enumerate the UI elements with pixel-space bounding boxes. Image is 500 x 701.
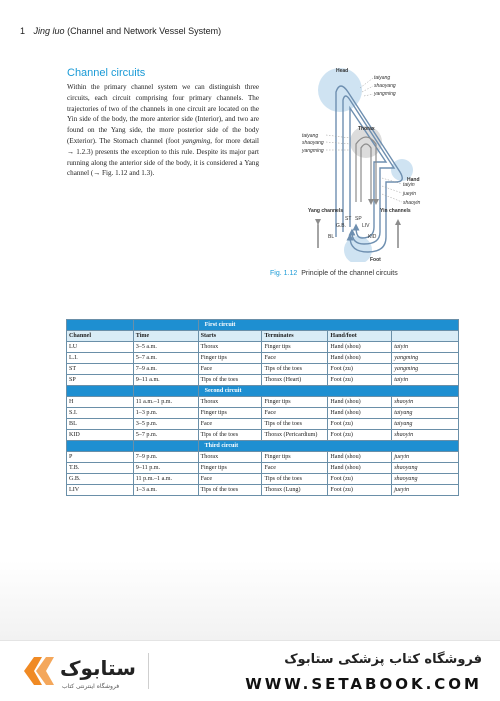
cell-channel: LU <box>67 342 134 353</box>
label-shaoyang-left: shaoyang <box>302 140 324 146</box>
figure-caption <box>270 270 398 277</box>
cell-channel: ST <box>67 364 134 375</box>
cell-hand-foot: Foot (zu) <box>328 419 392 430</box>
cell-time: 1–3 a.m. <box>133 485 198 496</box>
label-kid: KID <box>368 234 377 240</box>
cell-time: 11 a.m.–1 p.m. <box>133 397 198 408</box>
cell-starts: Face <box>198 419 262 430</box>
cell-pair: yangming <box>392 353 459 364</box>
table-row <box>67 430 459 441</box>
cell-hand-foot: Foot (zu) <box>328 364 392 375</box>
label-bl: BL <box>328 234 335 240</box>
cell-starts: Tips of the toes <box>198 375 262 386</box>
column-header: Starts <box>198 331 262 342</box>
label-shaoyin: shaoyin <box>403 200 421 206</box>
label-yangming-top: yangming <box>374 91 396 97</box>
cell-starts: Thorax <box>198 452 262 463</box>
head-circle <box>318 68 362 112</box>
cell-hand-foot: Hand (shou) <box>328 463 392 474</box>
running-header <box>20 26 221 36</box>
column-header: Time <box>133 331 198 342</box>
paragraph-part-1: Within the primary channel system we can distinguish three circuits, each circuit comprising four primary channels. The trajectories of two of the channels in one circuit are located on the Yin side of the body, the more anterior side (Interior), and two are found on the Yang side, the more posterior side of the body (Exterior). The Stomach channel (foot <box>67 83 259 145</box>
cell-terminates: Thorax (Pericardium) <box>262 430 328 441</box>
label-yangming-left: yangming <box>302 148 324 154</box>
table-row <box>67 474 459 485</box>
cell-time: 9–11 a.m. <box>133 375 198 386</box>
cell-time: 11 p.m.–1 a.m. <box>133 474 198 485</box>
svg-text:ستابوک: ستابوک <box>60 656 136 680</box>
cell-hand-foot: Hand (shou) <box>328 408 392 419</box>
cell-pair: jueyin <box>392 485 459 496</box>
label-liv: LIV <box>362 223 370 229</box>
table-row <box>67 364 459 375</box>
column-header: Channel <box>67 331 134 342</box>
cell-hand-foot: Hand (shou) <box>328 452 392 463</box>
cell-channel: KID <box>67 430 134 441</box>
cell-pair: shaoyang <box>392 474 459 485</box>
cell-starts: Tips of the toes <box>198 485 262 496</box>
cell-starts: Thorax <box>198 397 262 408</box>
cell-channel: G.B. <box>67 474 134 485</box>
circuit-header-row <box>67 386 459 397</box>
banner-divider <box>148 653 149 689</box>
figure-caption-text: Principle of the channel circuits <box>301 270 398 277</box>
circuit-header-row <box>67 320 459 331</box>
table-row <box>67 353 459 364</box>
cell-time: 5–7 a.m. <box>133 353 198 364</box>
circuit-name: First circuit <box>198 320 458 331</box>
cell-hand-foot: Hand (shou) <box>328 342 392 353</box>
cell-hand-foot: Foot (zu) <box>328 474 392 485</box>
paragraph-term: yangming <box>182 136 211 145</box>
label-sp: SP <box>355 216 362 222</box>
label-taiyang-left: taiyang <box>302 133 319 139</box>
cell-channel: S.I. <box>67 408 134 419</box>
circuit-name: Second circuit <box>198 386 458 397</box>
table-row <box>67 397 459 408</box>
cell-terminates: Face <box>262 463 328 474</box>
column-header: Terminates <box>262 331 328 342</box>
section-title: Channel circuits <box>67 67 146 79</box>
label-thorax: Thorax <box>358 126 375 132</box>
page-bottom-shade <box>0 560 500 640</box>
cell-terminates: Tips of the toes <box>262 419 328 430</box>
label-taiyin: taiyin <box>403 182 415 188</box>
column-header-row <box>67 331 459 342</box>
cell-starts: Finger tips <box>198 463 262 474</box>
cell-terminates: Tips of the toes <box>262 364 328 375</box>
cell-pair: taiyang <box>392 419 459 430</box>
cell-hand-foot: Hand (shou) <box>328 397 392 408</box>
label-taiyang-top: taiyang <box>374 75 391 81</box>
label-st: ST <box>345 216 352 222</box>
page-number: 1 <box>20 26 26 36</box>
header-title-italic: Jing luo <box>33 26 65 36</box>
header-title: (Channel and Network Vessel System) <box>67 26 222 36</box>
cell-hand-foot: Foot (zu) <box>328 375 392 386</box>
table-row <box>67 485 459 496</box>
cell-starts: Face <box>198 364 262 375</box>
cell-pair: jueyin <box>392 452 459 463</box>
label-yang-channels: Yang channels <box>308 208 344 214</box>
cell-terminates: Finger tips <box>262 452 328 463</box>
label-yin-channels: Yin channels <box>380 208 411 214</box>
column-header <box>392 331 459 342</box>
body-paragraph <box>67 82 259 179</box>
label-shaoyang-top: shaoyang <box>374 83 396 89</box>
setabook-logo <box>20 649 140 693</box>
cell-channel: SP <box>67 375 134 386</box>
table-row <box>67 342 459 353</box>
cell-time: 7–9 a.m. <box>133 364 198 375</box>
label-foot: Foot <box>370 257 381 262</box>
channel-circuit-diagram <box>298 62 438 262</box>
cell-pair: taiyin <box>392 375 459 386</box>
cell-channel: H <box>67 397 134 408</box>
cell-terminates: Thorax (Heart) <box>262 375 328 386</box>
column-header: Hand/foot <box>328 331 392 342</box>
cell-channel: L.I. <box>67 353 134 364</box>
cell-terminates: Thorax (Lung) <box>262 485 328 496</box>
cell-terminates: Finger tips <box>262 342 328 353</box>
cell-channel: P <box>67 452 134 463</box>
cell-pair: yangming <box>392 364 459 375</box>
cell-starts: Finger tips <box>198 408 262 419</box>
channel-circuit-table <box>66 319 459 496</box>
cell-starts: Face <box>198 474 262 485</box>
cell-starts: Thorax <box>198 342 262 353</box>
cell-starts: Tips of the toes <box>198 430 262 441</box>
figure-caption-label: Fig. 1.12 <box>270 270 298 277</box>
label-head: Head <box>336 68 349 74</box>
cell-time: 3–5 a.m. <box>133 342 198 353</box>
cell-pair: taiyin <box>392 342 459 353</box>
cell-channel: BL <box>67 419 134 430</box>
table-row <box>67 408 459 419</box>
store-url: WWW.SETABOOK.COM <box>245 675 482 693</box>
circuit-header-row <box>67 441 459 452</box>
cell-time: 7–9 p.m. <box>133 452 198 463</box>
cell-terminates: Finger tips <box>262 397 328 408</box>
cell-pair: shaoyin <box>392 397 459 408</box>
label-gb: G.B. <box>336 223 347 229</box>
label-hand: Hand <box>407 177 420 183</box>
cell-time: 3–5 p.m. <box>133 419 198 430</box>
cell-channel: LIV <box>67 485 134 496</box>
store-title: فروشگاه کتاب پزشکی ستابوک <box>284 652 482 667</box>
cell-hand-foot: Foot (zu) <box>328 485 392 496</box>
label-jueyin: jueyin <box>403 191 417 197</box>
cell-pair: shaoyang <box>392 463 459 474</box>
table-row <box>67 375 459 386</box>
table-row <box>67 419 459 430</box>
cell-time: 5–7 p.m. <box>133 430 198 441</box>
cell-pair: taiyang <box>392 408 459 419</box>
table-row <box>67 463 459 474</box>
cell-channel: T.B. <box>67 463 134 474</box>
cell-terminates: Face <box>262 353 328 364</box>
circuit-name: Third circuit <box>198 441 458 452</box>
cell-hand-foot: Foot (zu) <box>328 430 392 441</box>
logo-tagline: فروشگاه اینترنتی کتاب <box>62 683 120 690</box>
cell-terminates: Face <box>262 408 328 419</box>
cell-hand-foot: Hand (shou) <box>328 353 392 364</box>
cell-starts: Finger tips <box>198 353 262 364</box>
paragraph-part-2: , for more detail → 1.2.3) presents the exception to this rule. Despite its major part running along the anterior side of the body, it is considered a Yang channel (→ Fig. 1.12 and 1.3). <box>67 136 259 178</box>
cell-time: 9–11 p.m. <box>133 463 198 474</box>
cell-terminates: Tips of the toes <box>262 474 328 485</box>
cell-time: 1–3 p.m. <box>133 408 198 419</box>
cell-pair: shaoyin <box>392 430 459 441</box>
table-row <box>67 452 459 463</box>
